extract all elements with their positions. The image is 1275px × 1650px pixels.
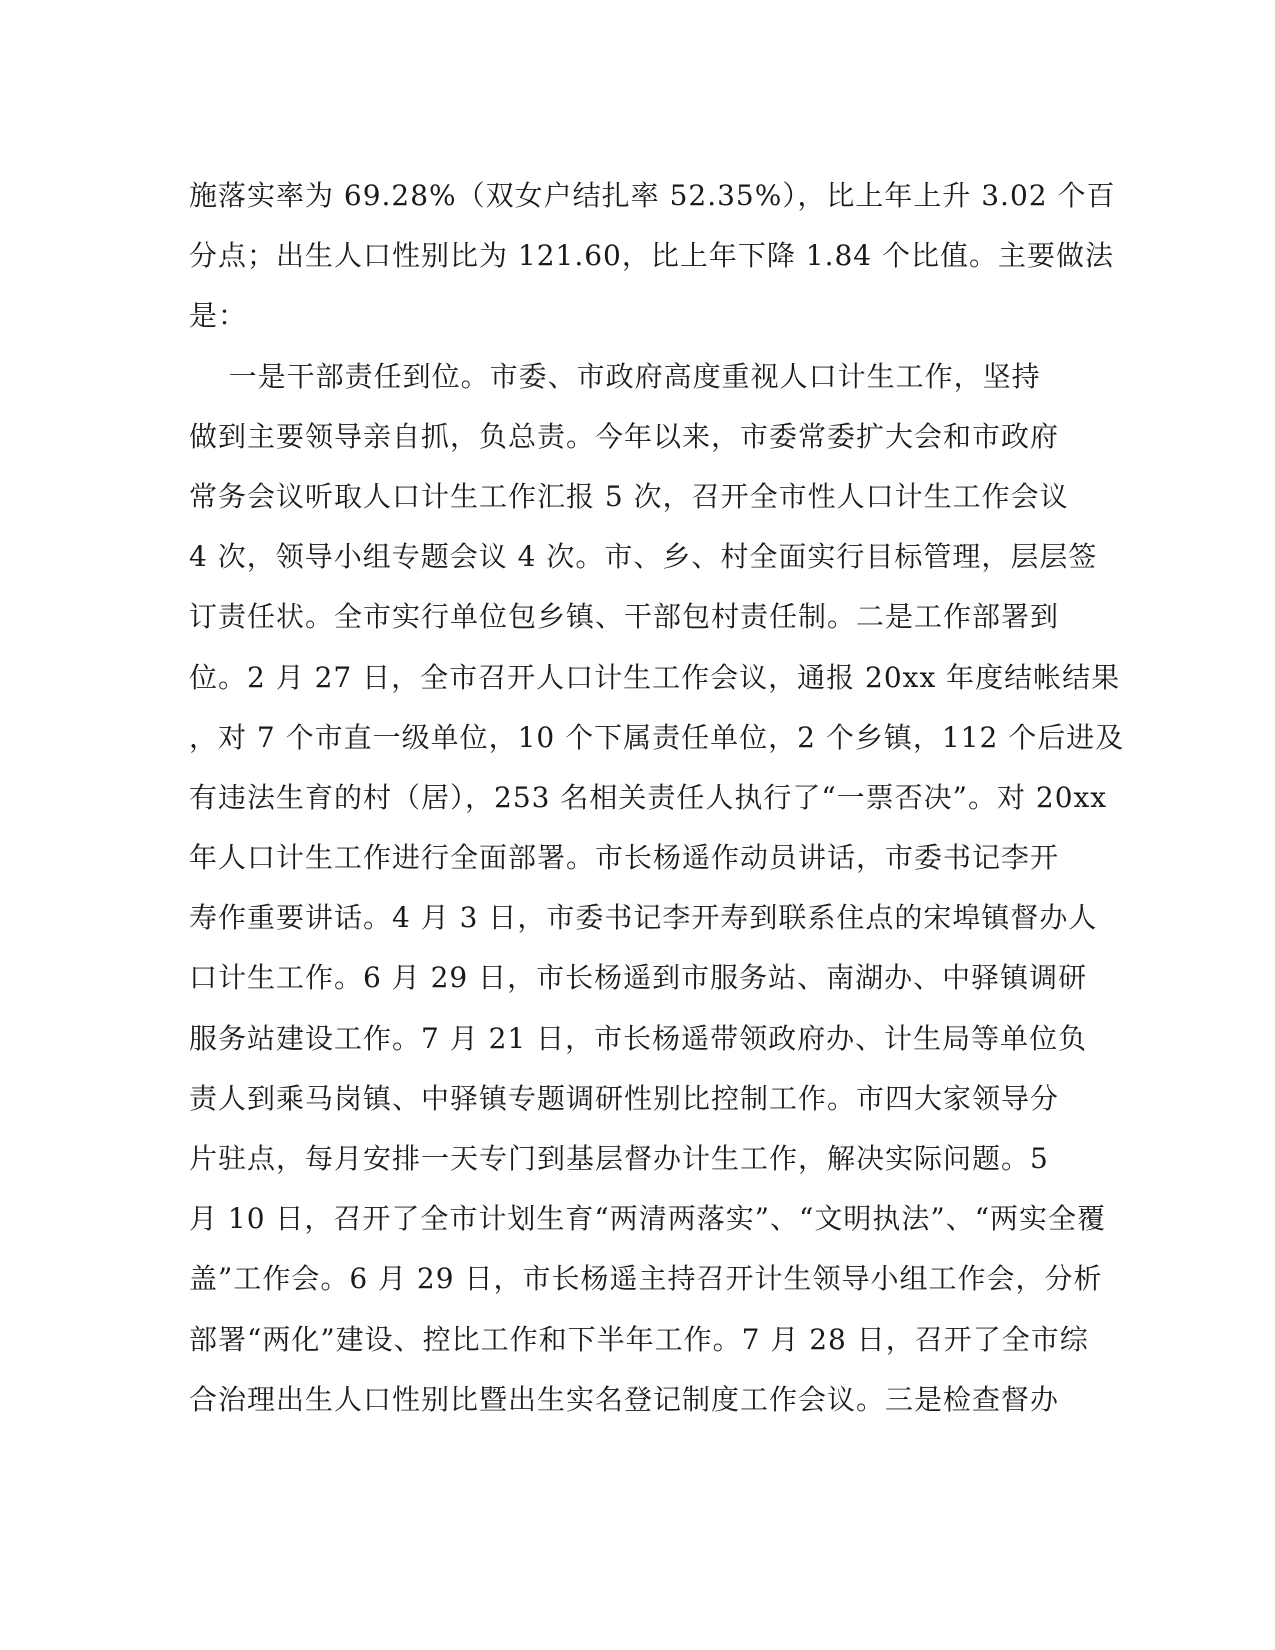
text-line: 分点；出生人口性别比为 121.60，比上年下降 1.84 个比值。主要做法: [189, 239, 1115, 273]
text-line: 有违法生育的村（居），253 名相关责任人执行了“一票否决”。对 20xx: [189, 780, 1108, 814]
text-line: 施落实率为 69.28%（双女户结扎率 52.35%），比上年上升 3.02 个百: [189, 179, 1116, 212]
text-line: 位。2 月 27 日，全市召开人口计生工作会议，通报 20xx 年度结帐结果: [189, 660, 1121, 694]
text-line: 寿作重要讲话。4 月 3 日，市委书记李开寿到联系住点的宋埠镇督办人: [189, 901, 1098, 935]
text-line: 一是干部责任到位。市委、市政府高度重视人口计生工作，坚持: [189, 359, 1041, 393]
body-text: [189, 166, 1125, 1430]
text-line: 责人到乘马岗镇、中驿镇专题调研性别比控制工作。市四大家领导分: [189, 1081, 1060, 1115]
text-line: 做到主要领导亲自抓，负总责。今年以来，市委常委扩大会和市政府: [189, 419, 1060, 453]
text-line: 年人口计生工作进行全面部署。市长杨遥作动员讲话，市委书记李开: [189, 841, 1060, 875]
text-line: 常务会议听取人口计生工作汇报 5 次，召开全市性人口计生工作会议: [189, 479, 1069, 513]
text-line: 是：: [189, 299, 248, 333]
text-line: 服务站建设工作。7 月 21 日，市长杨遥带领政府办、计生局等单位负: [189, 1021, 1088, 1055]
text-line: 口计生工作。6 月 29 日，市长杨遥到市服务站、南湖办、中驿镇调研: [189, 961, 1088, 995]
text-line: ，对 7 个市直一级单位，10 个下属责任单位，2 个乡镇，112 个后进及: [189, 720, 1125, 754]
text-line: 合治理出生人口性别比暨出生实名登记制度工作会议。三是检查督办: [189, 1382, 1060, 1416]
text-line: 部署“两化”建设、控比工作和下半年工作。7 月 28 日，召开了全市综: [189, 1322, 1089, 1356]
text-line: 月 10 日，召开了全市计划生育“两清两落实”、“文明执法”、“两实全覆: [189, 1202, 1107, 1236]
text-line: 订责任状。全市实行单位包乡镇、干部包村责任制。二是工作部署到: [189, 600, 1060, 634]
text-line: 4 次，领导小组专题会议 4 次。市、乡、村全面实行目标管理，层层签: [189, 540, 1098, 574]
text-line: 片驻点，每月安排一天专门到基层督办计生工作，解决实际问题。5: [189, 1142, 1049, 1175]
text-line: 盖”工作会。6 月 29 日，市长杨遥主持召开计生领导小组工作会，分析: [189, 1262, 1103, 1296]
